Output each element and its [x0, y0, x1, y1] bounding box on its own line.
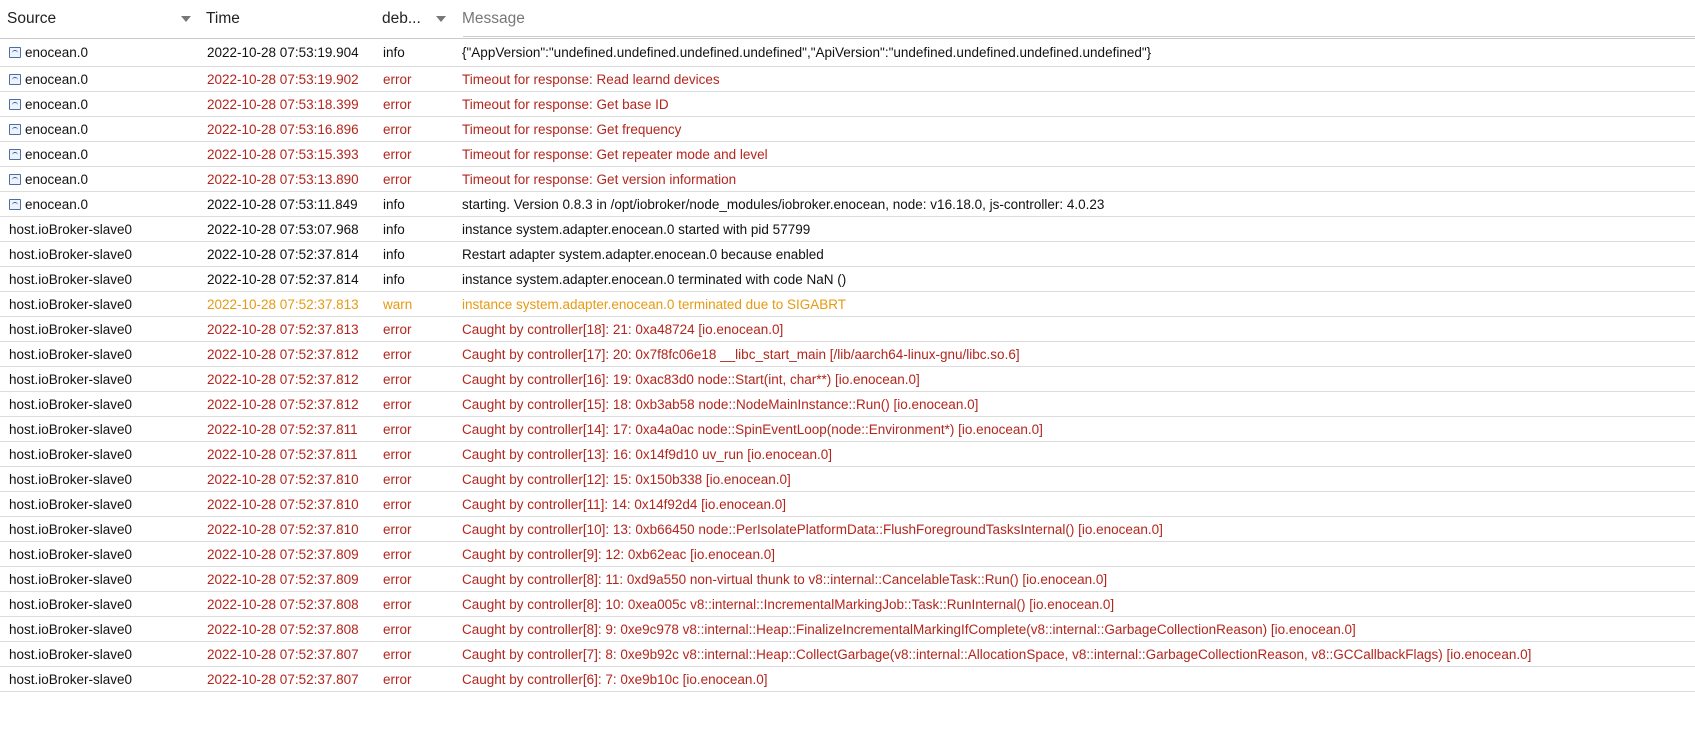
log-row[interactable]	[0, 192, 1695, 217]
log-level: info	[383, 246, 405, 262]
log-source-text: host.ioBroker-slave0	[9, 571, 133, 587]
log-time: 2022-10-28 07:52:37.810	[207, 496, 359, 512]
log-row[interactable]	[0, 467, 1695, 492]
log-time: 2022-10-28 07:52:37.813	[207, 296, 359, 312]
log-row[interactable]	[0, 517, 1695, 542]
log-level: error	[383, 396, 412, 412]
log-row[interactable]	[0, 142, 1695, 167]
log-source	[0, 97, 199, 112]
log-source-text: host.ioBroker-slave0	[9, 646, 133, 662]
log-time: 2022-10-28 07:52:37.809	[207, 546, 359, 562]
log-level: error	[383, 596, 412, 612]
level-column-label: deb...	[382, 10, 421, 27]
log-message: Caught by controller[17]: 20: 0x7f8fc06e18 __libc_start_main [/lib/aarch64-linux-gnu/libc.so.6]	[462, 346, 1020, 362]
log-time: 2022-10-28 07:52:37.812	[207, 396, 359, 412]
log-source-text: host.ioBroker-slave0	[9, 246, 133, 262]
log-message: instance system.adapter.enocean.0 started with pid 57799	[462, 221, 811, 237]
message-filter-underline	[463, 36, 1695, 37]
log-row[interactable]	[0, 92, 1695, 117]
log-time: 2022-10-28 07:52:37.807	[207, 671, 359, 687]
log-message: Timeout for response: Get version information	[462, 171, 737, 187]
log-source	[0, 45, 199, 60]
log-level: error	[383, 146, 412, 162]
log-rows	[0, 39, 1695, 692]
log-row[interactable]	[0, 342, 1695, 367]
log-row[interactable]	[0, 642, 1695, 667]
log-source	[0, 122, 199, 137]
log-message: instance system.adapter.enocean.0 terminated due to SIGABRT	[462, 296, 846, 312]
log-time: 2022-10-28 07:52:37.814	[207, 246, 359, 262]
log-time: 2022-10-28 07:53:13.890	[207, 171, 359, 187]
log-message: Timeout for response: Read learnd devices	[462, 71, 720, 87]
log-level: error	[383, 321, 412, 337]
log-source	[0, 622, 199, 637]
log-source-text: host.ioBroker-slave0	[9, 296, 133, 312]
log-source-text: enocean.0	[25, 45, 89, 60]
log-source-text: enocean.0	[25, 171, 89, 187]
log-message: Caught by controller[9]: 12: 0xb62eac [io.enocean.0]	[462, 546, 775, 562]
time-column-label: Time	[206, 10, 240, 27]
log-message: Timeout for response: Get frequency	[462, 121, 682, 137]
log-time: 2022-10-28 07:52:37.807	[207, 646, 359, 662]
log-level: info	[383, 45, 405, 60]
log-message: Timeout for response: Get base ID	[462, 96, 669, 112]
log-source	[0, 522, 199, 537]
adapter-icon	[9, 47, 21, 58]
source-column-filter[interactable]	[0, 0, 199, 38]
adapter-icon	[9, 124, 21, 135]
log-source-text: host.ioBroker-slave0	[9, 496, 133, 512]
log-source	[0, 347, 199, 362]
log-source-text: enocean.0	[25, 96, 89, 112]
log-message: Caught by controller[6]: 7: 0xe9b10c [io.enocean.0]	[462, 671, 768, 687]
log-level: error	[383, 121, 412, 137]
log-time: 2022-10-28 07:53:07.968	[207, 221, 359, 237]
log-source	[0, 297, 199, 312]
log-time: 2022-10-28 07:52:37.811	[207, 446, 358, 462]
log-message: Caught by controller[7]: 8: 0xe9b92c v8::internal::Heap::CollectGarbage(v8::internal::AllocationSpace, v8::internal::GarbageCollectionReason, v8::GCCallbackFlags) [io.enocean.0]	[462, 646, 1532, 662]
log-level: error	[383, 496, 412, 512]
chevron-down-icon[interactable]	[181, 16, 191, 22]
log-source-text: host.ioBroker-slave0	[9, 396, 133, 412]
log-level: error	[383, 96, 412, 112]
adapter-icon	[9, 199, 21, 210]
log-source-text: host.ioBroker-slave0	[9, 521, 133, 537]
log-level: error	[383, 546, 412, 562]
log-source	[0, 497, 199, 512]
log-source-text: host.ioBroker-slave0	[9, 446, 133, 462]
source-column-label: Source	[7, 10, 57, 27]
log-message: Caught by controller[16]: 19: 0xac83d0 node::Start(int, char**) [io.enocean.0]	[462, 371, 920, 387]
log-source-text: host.ioBroker-slave0	[9, 671, 133, 687]
log-level: error	[383, 421, 412, 437]
log-source-text: enocean.0	[25, 146, 89, 162]
log-time: 2022-10-28 07:53:18.399	[207, 96, 359, 112]
log-message: {"AppVersion":"undefined.undefined.undefined.undefined","ApiVersion":"undefined.undefined.undefined.undefined"}	[462, 45, 1152, 60]
log-source-text: host.ioBroker-slave0	[9, 546, 133, 562]
log-time: 2022-10-28 07:52:37.808	[207, 596, 359, 612]
log-time: 2022-10-28 07:52:37.812	[207, 346, 359, 362]
log-time: 2022-10-28 07:53:15.393	[207, 146, 359, 162]
log-table-header	[0, 0, 1695, 39]
log-level: info	[383, 221, 405, 237]
log-row[interactable]	[0, 492, 1695, 517]
chevron-down-icon[interactable]	[436, 16, 446, 22]
message-column-label: Message	[462, 10, 525, 27]
log-message: Caught by controller[18]: 21: 0xa48724 [io.enocean.0]	[462, 321, 784, 337]
log-source	[0, 222, 199, 237]
log-source	[0, 72, 199, 87]
log-source-text: host.ioBroker-slave0	[9, 621, 133, 637]
log-row[interactable]	[0, 217, 1695, 242]
log-source-text: enocean.0	[25, 196, 89, 212]
log-source	[0, 197, 199, 212]
log-message: instance system.adapter.enocean.0 terminated with code NaN ()	[462, 271, 847, 287]
log-message: Caught by controller[8]: 11: 0xd9a550 non-virtual thunk to v8::internal::CancelableTask::Run() [io.enocean.0]	[462, 571, 1108, 587]
log-level: error	[383, 621, 412, 637]
log-row[interactable]	[0, 167, 1695, 192]
level-column-filter[interactable]	[375, 0, 454, 38]
log-source	[0, 272, 199, 287]
log-level: error	[383, 646, 412, 662]
log-source-text: host.ioBroker-slave0	[9, 221, 133, 237]
log-source	[0, 422, 199, 437]
log-source	[0, 247, 199, 262]
log-time: 2022-10-28 07:53:16.896	[207, 121, 359, 137]
log-message: Caught by controller[14]: 17: 0xa4a0ac node::SpinEventLoop(node::Environment*) [io.enocean.0]	[462, 421, 1043, 437]
log-message: Caught by controller[11]: 14: 0x14f92d4 [io.enocean.0]	[462, 496, 786, 512]
log-time: 2022-10-28 07:52:37.808	[207, 621, 359, 637]
log-level: error	[383, 371, 412, 387]
log-time: 2022-10-28 07:52:37.810	[207, 521, 359, 537]
message-filter-input[interactable]	[454, 0, 1695, 38]
log-source-text: enocean.0	[25, 71, 89, 87]
log-time: 2022-10-28 07:53:19.904	[207, 45, 359, 60]
log-row[interactable]	[0, 667, 1695, 692]
log-level: error	[383, 171, 412, 187]
log-row[interactable]	[0, 442, 1695, 467]
log-time: 2022-10-28 07:52:37.811	[207, 421, 358, 437]
log-level: error	[383, 671, 412, 687]
log-source	[0, 322, 199, 337]
log-time: 2022-10-28 07:53:11.849	[207, 196, 358, 212]
log-level: warn	[383, 296, 413, 312]
log-level: error	[383, 71, 412, 87]
log-source	[0, 597, 199, 612]
log-level: error	[383, 521, 412, 537]
log-row[interactable]	[0, 417, 1695, 442]
log-message: Caught by controller[13]: 16: 0x14f9d10 uv_run [io.enocean.0]	[462, 446, 833, 462]
log-source	[0, 672, 199, 687]
log-level: info	[383, 271, 405, 287]
log-message: Caught by controller[10]: 13: 0xb66450 node::PerIsolatePlatformData::FlushForegroundTasksInternal() [io.enocean.0]	[462, 521, 1163, 537]
log-source	[0, 172, 199, 187]
log-row[interactable]	[0, 267, 1695, 292]
log-level: error	[383, 571, 412, 587]
time-column-header[interactable]	[199, 0, 375, 38]
log-level: info	[383, 196, 405, 212]
log-source	[0, 147, 199, 162]
log-message: Caught by controller[8]: 9: 0xe9c978 v8::internal::Heap::FinalizeIncrementalMarkingIfComplete(v8::internal::GarbageCollectionReason) [io.enocean.0]	[462, 621, 1356, 637]
log-source-text: host.ioBroker-slave0	[9, 421, 133, 437]
log-row[interactable]	[0, 567, 1695, 592]
log-row[interactable]	[0, 242, 1695, 267]
log-source	[0, 372, 199, 387]
log-row[interactable]	[0, 617, 1695, 642]
log-message: Restart adapter system.adapter.enocean.0 because enabled	[462, 246, 824, 262]
log-row[interactable]	[0, 367, 1695, 392]
log-source	[0, 647, 199, 662]
log-source	[0, 472, 199, 487]
log-level: error	[383, 346, 412, 362]
log-level: error	[383, 471, 412, 487]
log-row[interactable]	[0, 67, 1695, 92]
log-message: Timeout for response: Get repeater mode and level	[462, 146, 768, 162]
log-source-text: enocean.0	[25, 121, 89, 137]
log-source	[0, 572, 199, 587]
adapter-icon	[9, 149, 21, 160]
log-source-text: host.ioBroker-slave0	[9, 321, 133, 337]
log-time: 2022-10-28 07:52:37.809	[207, 571, 359, 587]
log-row[interactable]	[0, 39, 1695, 67]
log-row[interactable]	[0, 542, 1695, 567]
adapter-icon	[9, 99, 21, 110]
log-row[interactable]	[0, 592, 1695, 617]
log-message: Caught by controller[8]: 10: 0xea005c v8::internal::IncrementalMarkingJob::Task::RunInternal() [io.enocean.0]	[462, 596, 1115, 612]
log-time: 2022-10-28 07:52:37.810	[207, 471, 359, 487]
log-row[interactable]	[0, 292, 1695, 317]
log-row[interactable]	[0, 317, 1695, 342]
log-row[interactable]	[0, 117, 1695, 142]
log-source-text: host.ioBroker-slave0	[9, 346, 133, 362]
log-message: Caught by controller[12]: 15: 0x150b338 [io.enocean.0]	[462, 471, 791, 487]
log-source	[0, 547, 199, 562]
log-source-text: host.ioBroker-slave0	[9, 471, 133, 487]
log-time: 2022-10-28 07:53:19.902	[207, 71, 359, 87]
log-source-text: host.ioBroker-slave0	[9, 371, 133, 387]
adapter-icon	[9, 174, 21, 185]
log-level: error	[383, 446, 412, 462]
adapter-icon	[9, 74, 21, 85]
log-source	[0, 447, 199, 462]
log-time: 2022-10-28 07:52:37.813	[207, 321, 359, 337]
log-time: 2022-10-28 07:52:37.814	[207, 271, 359, 287]
log-source	[0, 397, 199, 412]
log-source-text: host.ioBroker-slave0	[9, 271, 133, 287]
log-message: starting. Version 0.8.3 in /opt/iobroker/node_modules/iobroker.enocean, node: v16.18.0, js-controller: 4.0.23	[462, 196, 1105, 212]
log-row[interactable]	[0, 392, 1695, 417]
log-time: 2022-10-28 07:52:37.812	[207, 371, 359, 387]
log-source-text: host.ioBroker-slave0	[9, 596, 133, 612]
log-message: Caught by controller[15]: 18: 0xb3ab58 node::NodeMainInstance::Run() [io.enocean.0]	[462, 396, 979, 412]
